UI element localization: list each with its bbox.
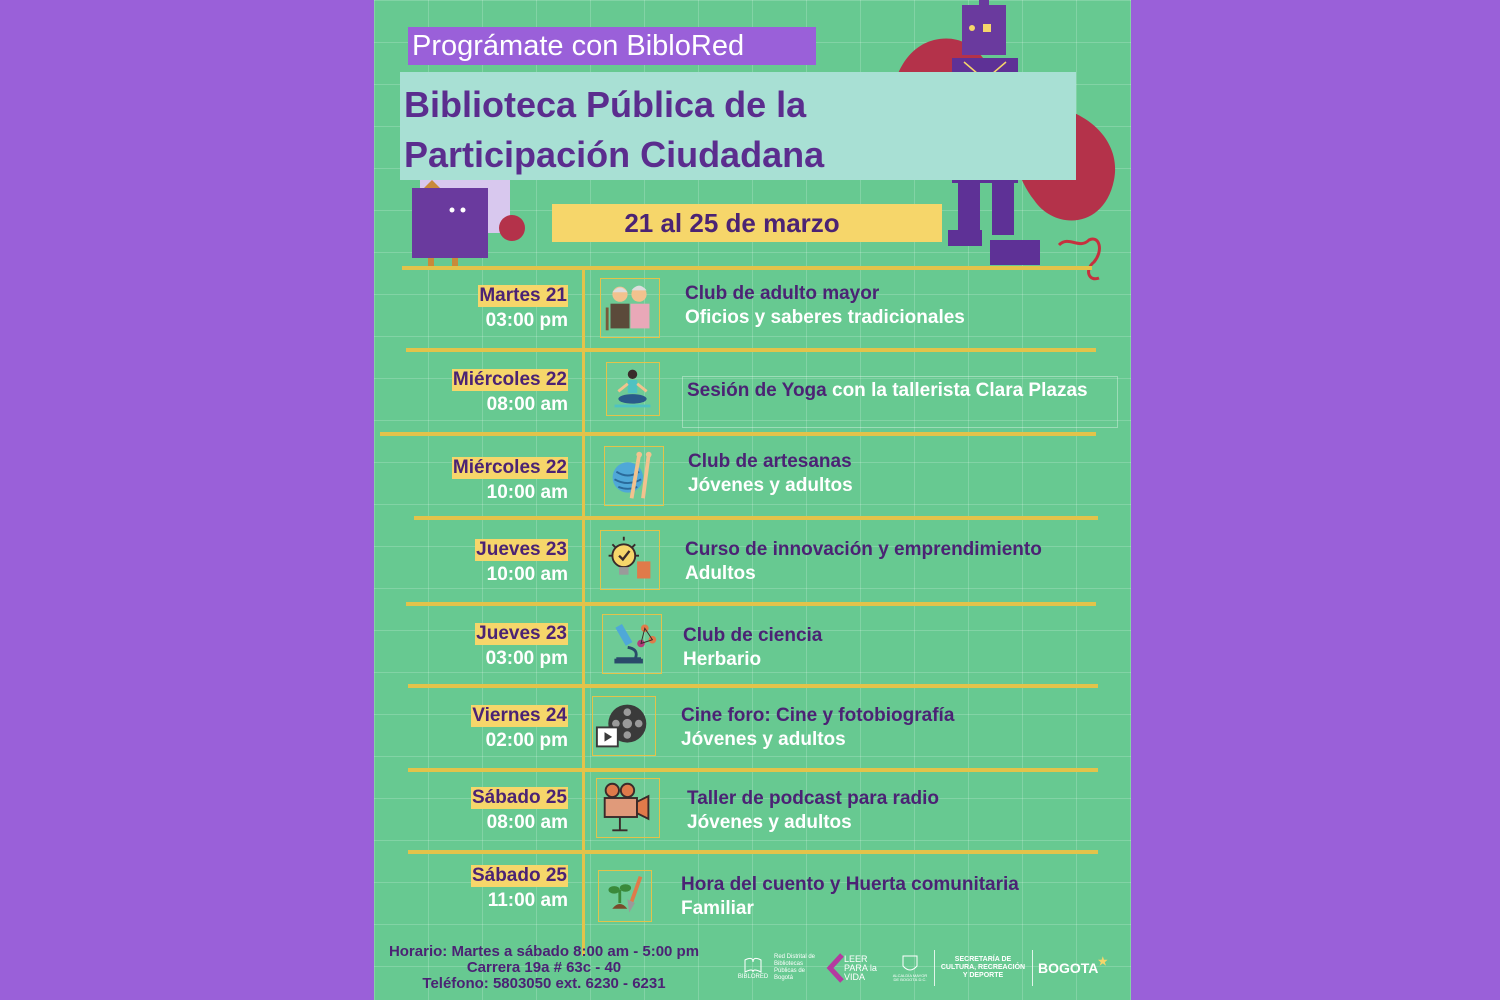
event-date: [378, 865, 568, 913]
event-subtitle: Familiar: [681, 898, 754, 919]
event-description: [685, 282, 965, 330]
event-day: Sábado 25: [471, 865, 567, 886]
event-day: Miércoles 22: [452, 369, 567, 390]
video-camera-icon: [596, 778, 660, 838]
leer-chevron-icon: [826, 953, 844, 983]
logo-separator: [934, 950, 935, 986]
footer-phone: Teléfono: 5803050 ext. 6230 - 6231: [422, 975, 666, 992]
microscope-icon: [602, 614, 662, 674]
event-description: [687, 787, 939, 835]
title-line-2: Participación Ciudadana: [404, 134, 825, 175]
event-title: Taller de podcast para radio: [687, 788, 940, 809]
coat-of-arms-icon: [901, 954, 919, 974]
event-time: 02:00 pm: [485, 730, 568, 751]
event-title: Cine foro: Cine y fotobiografía: [681, 705, 955, 726]
leer-para-la-vida-logo: [826, 948, 884, 988]
program-banner: Prográmate con BibloRed: [408, 27, 816, 65]
event-subtitle: Adultos: [685, 563, 756, 584]
star-icon: [1098, 955, 1108, 967]
event-date: [378, 623, 568, 671]
biblored-logo: [734, 948, 772, 988]
event-description: [682, 376, 1118, 428]
event-description: [681, 704, 954, 752]
book-icon: [743, 956, 763, 974]
logo-separator: [1032, 950, 1033, 986]
event-subtitle: Jóvenes y adultos: [681, 729, 846, 750]
alcaldia-logo: [892, 948, 928, 988]
event-title: Club de ciencia: [683, 625, 823, 646]
event-title: [687, 379, 1117, 403]
event-title: Club de adulto mayor: [685, 283, 880, 304]
page-title: [404, 80, 824, 180]
footer-hours: Horario: Martes a sábado 8:00 am - 5:00 pm: [388, 943, 700, 960]
event-date: [378, 787, 568, 835]
lightbulb-idea-icon: [600, 530, 660, 590]
event-subtitle: Jóvenes y adultos: [688, 475, 853, 496]
divider: [380, 432, 1096, 436]
divider: [408, 768, 1098, 772]
red-distrital-text: Red Distrital de Bibliotecas Públicas de Bogotá: [774, 954, 816, 981]
event-day: Miércoles 22: [452, 457, 567, 478]
alcaldia-text: ALCALDÍA MAYOR DE BOGOTÁ D.C.: [892, 973, 928, 982]
event-time: 03:00 pm: [485, 648, 568, 669]
event-title: Hora del cuento y Huerta comunitaria: [681, 874, 1019, 895]
event-description: [683, 624, 822, 672]
yarn-knitting-icon: [604, 446, 664, 506]
bogota-text: BOGOTA: [1038, 960, 1099, 976]
event-subtitle: Herbario: [683, 649, 762, 670]
leer-text: LEER PARA la VIDA: [844, 953, 877, 982]
event-time: 10:00 am: [486, 564, 568, 585]
event-description: [688, 450, 853, 498]
divider: [408, 684, 1098, 688]
footer-info: [384, 944, 704, 992]
event-date: [378, 705, 568, 753]
event-day: Jueves 23: [476, 539, 567, 560]
event-day: Martes 21: [479, 285, 567, 306]
event-date: [378, 285, 568, 333]
footer-address: Carrera 19a # 63c - 40: [466, 959, 622, 976]
event-description: [685, 538, 1042, 586]
event-title: Curso de innovación y emprendimiento: [685, 539, 1042, 560]
event-date: [378, 457, 568, 505]
divider: [406, 348, 1096, 352]
event-time: 08:00 am: [486, 812, 568, 833]
event-description: [681, 873, 1019, 921]
event-date: [378, 539, 568, 587]
event-poster: [374, 0, 1131, 1000]
event-title-highlight: Sesión de Yoga: [687, 380, 827, 401]
yoga-icon: [606, 362, 660, 416]
event-subtitle: Jóvenes y adultos: [687, 812, 852, 833]
secretaria-text: SECRETARÍA DE CULTURA, RECREACIÓN Y DEPORTE: [940, 956, 1026, 979]
date-range: 21 al 25 de marzo: [624, 208, 840, 238]
divider: [414, 516, 1098, 520]
film-reel-icon: [592, 696, 656, 756]
plant-trowel-icon: [598, 870, 652, 922]
divider: [402, 266, 1092, 270]
event-day: Jueves 23: [476, 623, 567, 644]
event-title-rest: con la tallerista Clara Plazas: [826, 380, 1088, 401]
event-time: 03:00 pm: [485, 310, 568, 331]
event-day: Sábado 25: [471, 787, 567, 808]
event-time: 08:00 am: [486, 394, 568, 415]
sponsor-logos: [734, 948, 1124, 988]
event-day: Viernes 24: [472, 705, 567, 726]
event-date: [378, 369, 568, 417]
divider: [406, 602, 1096, 606]
cube-character-illustration: [410, 178, 550, 273]
bogota-logo: [1038, 948, 1108, 988]
event-time: 11:00 am: [487, 890, 568, 911]
divider: [408, 850, 1098, 854]
event-subtitle: Oficios y saberes tradicionales: [685, 307, 965, 328]
event-time: 10:00 am: [486, 482, 568, 503]
biblored-text: BIBLORED: [737, 974, 769, 980]
elderly-couple-icon: [600, 278, 660, 338]
title-line-1: Biblioteca Pública de la: [404, 84, 807, 125]
event-title: Club de artesanas: [688, 451, 852, 472]
